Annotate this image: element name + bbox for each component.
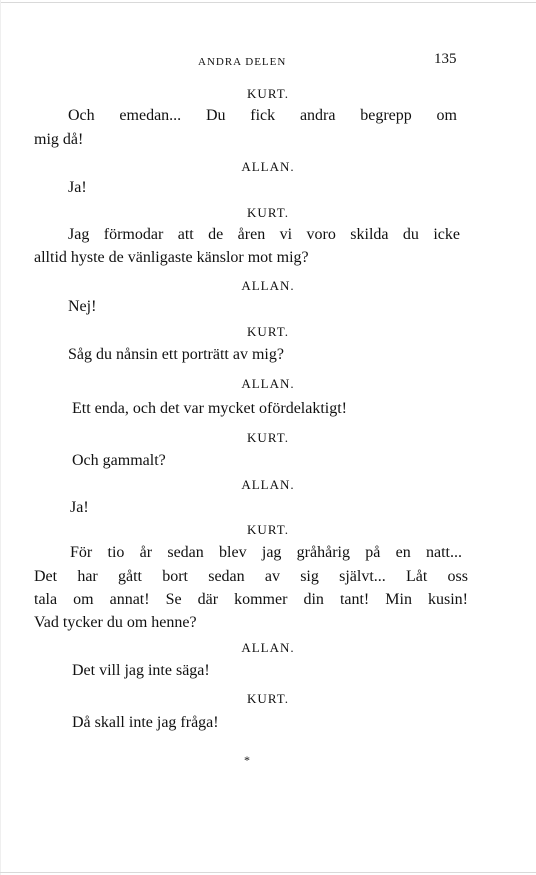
dialogue-line: Såg du nånsin ett porträtt av mig? — [68, 346, 284, 363]
speaker-kurt-2: KURT. — [247, 205, 289, 220]
speaker-allan-5: ALLAN. — [241, 640, 295, 655]
speaker-allan-3: ALLAN. — [241, 376, 295, 391]
speaker-kurt-5: KURT. — [247, 522, 289, 537]
dialogue-line: Nej! — [68, 298, 97, 315]
page-top-rule — [0, 2, 536, 3]
section-ornament: * — [244, 753, 250, 767]
dialogue-line: Ett enda, och det var mycket ofördelaktigt! — [72, 400, 348, 417]
dialogue-line: Ja! — [68, 179, 87, 196]
running-head: ANDRA DELEN — [198, 56, 287, 68]
dialogue-line: alltid hyste de vänligaste känslor mot mig? — [34, 249, 309, 266]
speaker-allan-4: ALLAN. — [241, 477, 295, 492]
dialogue-line: För tio år sedan blev jag gråhårig på en natt... — [70, 544, 462, 561]
page-number: 135 — [434, 51, 457, 67]
speaker-allan-1: ALLAN. — [241, 159, 295, 174]
speaker-allan-2: ALLAN. — [241, 278, 295, 293]
dialogue-line: Då skall inte jag fråga! — [72, 714, 219, 731]
dialogue-line: Och emedan... Du fick andra begrepp om — [68, 107, 457, 124]
dialogue-line: Det har gått bort sedan av sig självt... Låt oss — [34, 568, 468, 585]
speaker-kurt-1: KURT. — [247, 86, 289, 101]
dialogue-line: Vad tycker du om henne? — [34, 614, 197, 631]
page-bottom-rule — [0, 872, 536, 873]
dialogue-line: Och gammalt? — [72, 452, 166, 469]
dialogue-line: mig då! — [34, 131, 84, 148]
dialogue-line: Jag förmodar att de åren vi voro skilda du icke — [68, 226, 460, 243]
dialogue-line: Det vill jag inte säga! — [72, 662, 210, 679]
dialogue-line: Ja! — [70, 499, 89, 516]
dialogue-line: tala om annat! Se där kommer din tant! Min kusin! — [34, 591, 468, 608]
speaker-kurt-3: KURT. — [247, 324, 289, 339]
speaker-kurt-6: KURT. — [247, 691, 289, 706]
speaker-kurt-4: KURT. — [247, 430, 289, 445]
